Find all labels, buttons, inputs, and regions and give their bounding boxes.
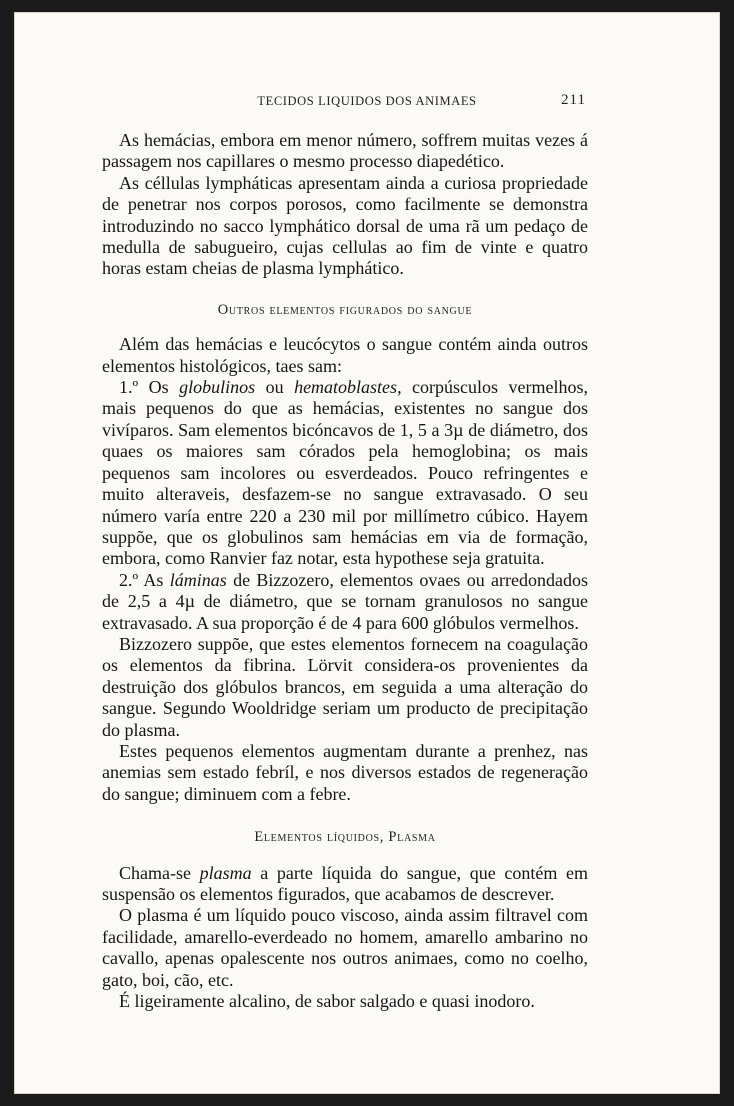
text-fragment: ou	[255, 377, 295, 398]
section-title-elementos-liquidos: Elementos líquidos, Plasma	[254, 829, 436, 846]
paragraph-cellulas-lymphaticas: As céllulas lympháticas apresentam ainda a curiosa propriedade de penetrar nos corpos porosos, como facilmente se demonstra introduzindo no sacco lymphático dorsal de uma rã um pedaço de medulla de sabugueiro, cujas cellulas ao fim de vinte e quatro horas estam cheias de plasma lymphático.	[102, 172, 588, 279]
text-fragment: Chama-se	[119, 862, 200, 883]
text-fragment: a parte líquida do sangue, que contém em suspensão os elementos figurados, que acabamos de descrever.	[102, 862, 588, 904]
term-plasma: plasma	[199, 862, 252, 883]
term-hematoblastes: hematoblastes	[294, 377, 398, 398]
body-text	[102, 130, 588, 1012]
running-head: TECIDOS LIQUIDOS DOS ANIMAES	[257, 94, 477, 108]
section-title-outros-elementos: Outros elementos figurados do sangue	[217, 301, 473, 318]
paragraph-laminas	[102, 570, 588, 634]
paragraph-plasma-definition	[102, 863, 588, 906]
paragraph-plasma-description: O plasma é um líquido pouco viscoso, ainda assim filtravel com facilidade, amarello-everdeado no homem, amarello ambarino no cavallo, apenas opalescente nos outros animaes, como no coelho, gato, boi, cão, etc.	[102, 905, 588, 990]
paragraph-globulinos	[102, 377, 588, 570]
term-globulinos: globulinos	[179, 377, 256, 398]
paragraph-hemacias: As hemácias, embora em menor número, soffrem muitas vezes á passagem nos capillares o mesmo processo diapedético.	[102, 130, 588, 172]
book-page	[14, 12, 720, 1094]
list-number: 2.º As	[119, 569, 170, 590]
term-laminas: láminas	[169, 569, 227, 590]
page-header	[14, 92, 720, 112]
page-number: 211	[561, 92, 586, 108]
paragraph-alem-das-hemacias: Além das hemácias e leucócytos o sangue contém ainda outros elementos histológicos, taes sam:	[102, 334, 588, 376]
list-number: 1.º Os	[119, 377, 180, 398]
paragraph-bizzozero: Bizzozero suppõe, que estes elementos fornecem na coagulação os elementos da fibrina. Lörvit considera-os provenientes da destruição dos glóbulos brancos, em seguida a uma alteração do sangue. Segundo Wooldridge seriam um producto de precipitação do plasma.	[102, 633, 588, 740]
paragraph-pequenos-elementos: Estes pequenos elementos augmentam durante a prenhez, nas anemias sem estado febríl, e nos diversos estados de regeneração do sangue; diminuem com a febre.	[102, 740, 588, 804]
paragraph-alcalino: É ligeiramente alcalino, de sabor salgado e quasi inodoro.	[119, 991, 535, 1012]
text-fragment: de Bizzozero, elementos ovaes ou arredondados de 2,5 a 4µ de diámetro, que se tornam granulosos no sangue extravasado. A sua proporção é de 4 para 600 glóbulos vermelhos.	[102, 569, 589, 633]
text-fragment: , corpúsculos vermelhos, mais pequenos do que as hemácias, existentes no sangue dos vivíparos. Sam elementos bicóncavos de 1, 5 a 3µ de diámetro, dos quaes os maiores sam córados pela hemoglobina; os mais pequenos sam incolores ou esverdeados. Pouco refringentes e muito alteraveis, desfazem-se no sangue extravasado. O seu número varía entre 220 a 230 mil por millímetro cúbico. Hayem suppõe, que os globulinos sam hemácias em via de formação, embora, como Ranvier faz notar, esta hypothese seja gratuita.	[102, 377, 588, 569]
